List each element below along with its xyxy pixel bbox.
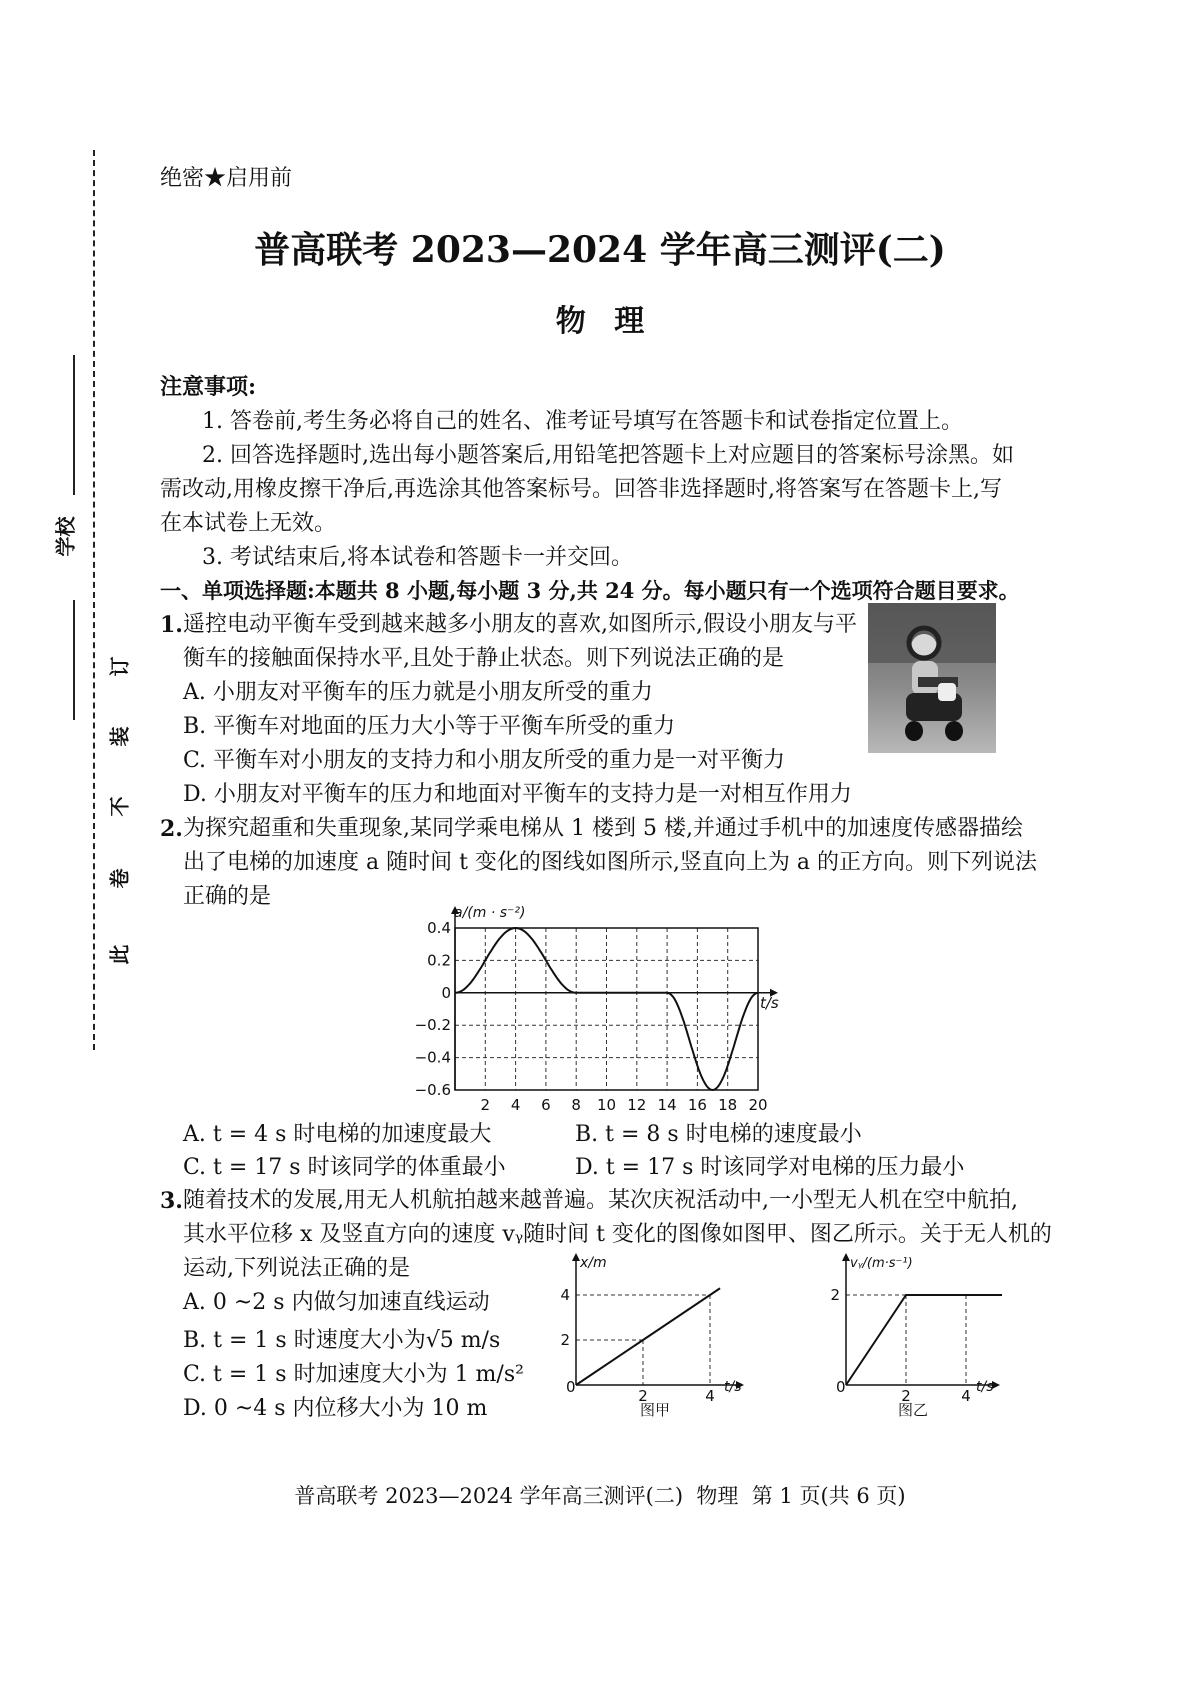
chart-a-xtick-9: 20 xyxy=(748,1096,768,1114)
q2-option-a: A. t = 4 s 时电梯的加速度最大 xyxy=(183,1122,492,1147)
q3-stem-1: 随着技术的发展,用无人机航拍越来越普遍。某次庆祝活动中,一小型无人机在空中航拍, xyxy=(183,1188,1018,1213)
note-item-2: 2. 回答选择题时,选出每小题答案后,用铅笔把答题卡上对应题目的答案标号涂黑。如 xyxy=(202,443,1014,468)
acceleration-chart xyxy=(400,895,800,1120)
school-label: 学校 xyxy=(53,516,78,557)
binding-char-1: 订 xyxy=(107,656,132,677)
q2-stem-3: 正确的是 xyxy=(183,884,272,909)
exam-title: 普高联考 2023—2024 学年高三测评(二) xyxy=(254,229,946,271)
chart-a-xtick-6: 14 xyxy=(657,1096,677,1114)
vertical-velocity-chart xyxy=(810,1245,1010,1425)
chart-a-xtick-8: 18 xyxy=(718,1096,738,1114)
chart-a-ylabel: a/(m · s⁻²) xyxy=(454,905,526,921)
q3-stem-3: 运动,下列说法正确的是 xyxy=(183,1256,410,1281)
chart-b-ytick-1: 4 xyxy=(560,1286,570,1304)
binding-char-2: 装 xyxy=(107,726,132,747)
chart-a-xtick-3: 8 xyxy=(571,1096,581,1114)
chart-a-ytick-2: 0 xyxy=(441,983,451,1002)
q1-photo xyxy=(868,603,996,753)
subject-title: 物 理 xyxy=(555,304,645,339)
chart-a-ytick-4: −0.4 xyxy=(414,1048,451,1067)
q2-option-b: B. t = 8 s 时电梯的速度最小 xyxy=(575,1122,862,1147)
chart-b-y-arrow xyxy=(572,1253,580,1261)
binding-char-3: 不 xyxy=(107,796,132,817)
q2-stem-2: 出了电梯的加速度 a 随时间 t 变化的图线如图所示,竖直向上为 a 的正方向。则下列说法 xyxy=(183,850,1038,875)
q1-option-c: C. 平衡车对小朋友的支持力和小朋友所受的重力是一对平衡力 xyxy=(183,748,786,773)
chart-b-xtick-0: 2 xyxy=(638,1387,648,1405)
chart-b-xtick-1: 4 xyxy=(705,1387,715,1405)
q1-number: 1. xyxy=(160,612,183,638)
notes-heading: 注意事项: xyxy=(160,374,257,400)
displacement-line xyxy=(576,1288,720,1385)
chart-c-caption: 图乙 xyxy=(898,1401,929,1419)
chart-b-caption: 图甲 xyxy=(640,1401,671,1419)
binding-char-5: 此 xyxy=(107,944,132,965)
q1-stem-1: 遥控电动平衡车受到越来越多小朋友的喜欢,如图所示,假设小朋友与平 xyxy=(183,612,857,637)
chart-a-xtick-5: 12 xyxy=(627,1096,647,1114)
q1-stem-2: 衡车的接触面保持水平,且处于静止状态。则下列说法正确的是 xyxy=(183,646,784,671)
chart-a-xlabel: t/s xyxy=(760,994,779,1012)
q3-option-b: B. t = 1 s 时速度大小为√5 m/s xyxy=(183,1328,501,1353)
chart-c-xlabel: t/s xyxy=(976,1379,994,1395)
note-item-2-cont: 需改动,用橡皮擦干净后,再选涂其他答案标号。回答非选择题时,将答案写在答题卡上,写 xyxy=(160,477,1002,502)
chart-c-ylabel: vᵧ/(m·s⁻¹) xyxy=(850,1256,913,1271)
chart-c-ytick-0: 2 xyxy=(830,1286,840,1304)
chart-b-ytick-0: 2 xyxy=(560,1331,570,1349)
q2-number: 2. xyxy=(160,816,183,842)
q3-option-d: D. 0 ~4 s 内位移大小为 10 m xyxy=(183,1396,488,1421)
q3-number: 3. xyxy=(160,1188,183,1214)
page-footer: 普高联考 2023—2024 学年高三测评(二) 物理 第 1 页(共 6 页) xyxy=(294,1484,906,1508)
chart-a-ytick-5: −0.6 xyxy=(414,1081,451,1099)
chart-c-y-arrow xyxy=(842,1253,850,1261)
note-item-2-end: 在本试卷上无效。 xyxy=(160,511,337,536)
chart-a-xtick-1: 4 xyxy=(510,1096,521,1114)
binding-dashed-line xyxy=(93,150,95,1050)
note-item-1: 1. 答卷前,考生务必将自己的姓名、准考证号填写在答题卡和试卷指定位置上。 xyxy=(202,409,963,434)
chart-b-origin: 0 xyxy=(566,1378,576,1396)
chart-a-ytick-1: 0.2 xyxy=(427,951,451,970)
q1-option-a: A. 小朋友对平衡车的压力就是小朋友所受的重力 xyxy=(183,680,653,705)
chart-a-xtick-0: 2 xyxy=(480,1096,491,1114)
q3-option-c: C. t = 1 s 时加速度大小为 1 m/s² xyxy=(183,1362,524,1387)
q2-stem-1: 为探究超重和失重现象,某同学乘电梯从 1 楼到 5 楼,并通过手机中的加速度传感器描绘 xyxy=(183,816,1023,841)
chart-c-origin: 0 xyxy=(836,1378,846,1396)
school-underline-top xyxy=(73,355,75,495)
chart-b-xlabel: t/s xyxy=(724,1379,742,1395)
q1-option-d: D. 小朋友对平衡车的压力和地面对平衡车的支持力是一对相互作用力 xyxy=(183,782,852,807)
section1-heading: 一、单项选择题:本题共 8 小题,每小题 3 分,共 24 分。每小题只有一个选项符合题目要求。 xyxy=(160,578,1020,603)
q3-option-a: A. 0 ~2 s 内做匀加速直线运动 xyxy=(183,1290,490,1315)
q1-option-b: B. 平衡车对地面的压力大小等于平衡车所受的重力 xyxy=(183,714,676,739)
binding-char-4: 卷 xyxy=(107,868,132,889)
chart-a-xtick-4: 10 xyxy=(596,1096,617,1114)
chart-c-xtick-1: 4 xyxy=(961,1387,971,1405)
q3-stem-2: 其水平位移 x 及竖直方向的速度 vᵧ随时间 t 变化的图像如图甲、图乙所示。关于无人机的 xyxy=(183,1222,1052,1247)
chart-a-xtick-7: 16 xyxy=(687,1096,707,1114)
chart-a-xtick-2: 6 xyxy=(541,1096,551,1114)
displacement-chart xyxy=(540,1245,760,1425)
school-underline-bottom xyxy=(73,600,75,720)
q2-option-d: D. t = 17 s 时该同学对电梯的压力最小 xyxy=(575,1155,965,1180)
vertical-velocity-line xyxy=(846,1295,1002,1385)
chart-b-ylabel: x/m xyxy=(580,1255,607,1271)
chart-a-ytick-3: −0.2 xyxy=(414,1016,451,1035)
chart-a-ytick-0: 0.4 xyxy=(427,919,451,937)
q2-option-c: C. t = 17 s 时该同学的体重最小 xyxy=(183,1155,506,1180)
note-item-3: 3. 考试结束后,将本试卷和答题卡一并交回。 xyxy=(202,545,633,570)
chart-c-xtick-0: 2 xyxy=(901,1387,911,1405)
secret-label: 绝密★启用前 xyxy=(160,166,293,191)
